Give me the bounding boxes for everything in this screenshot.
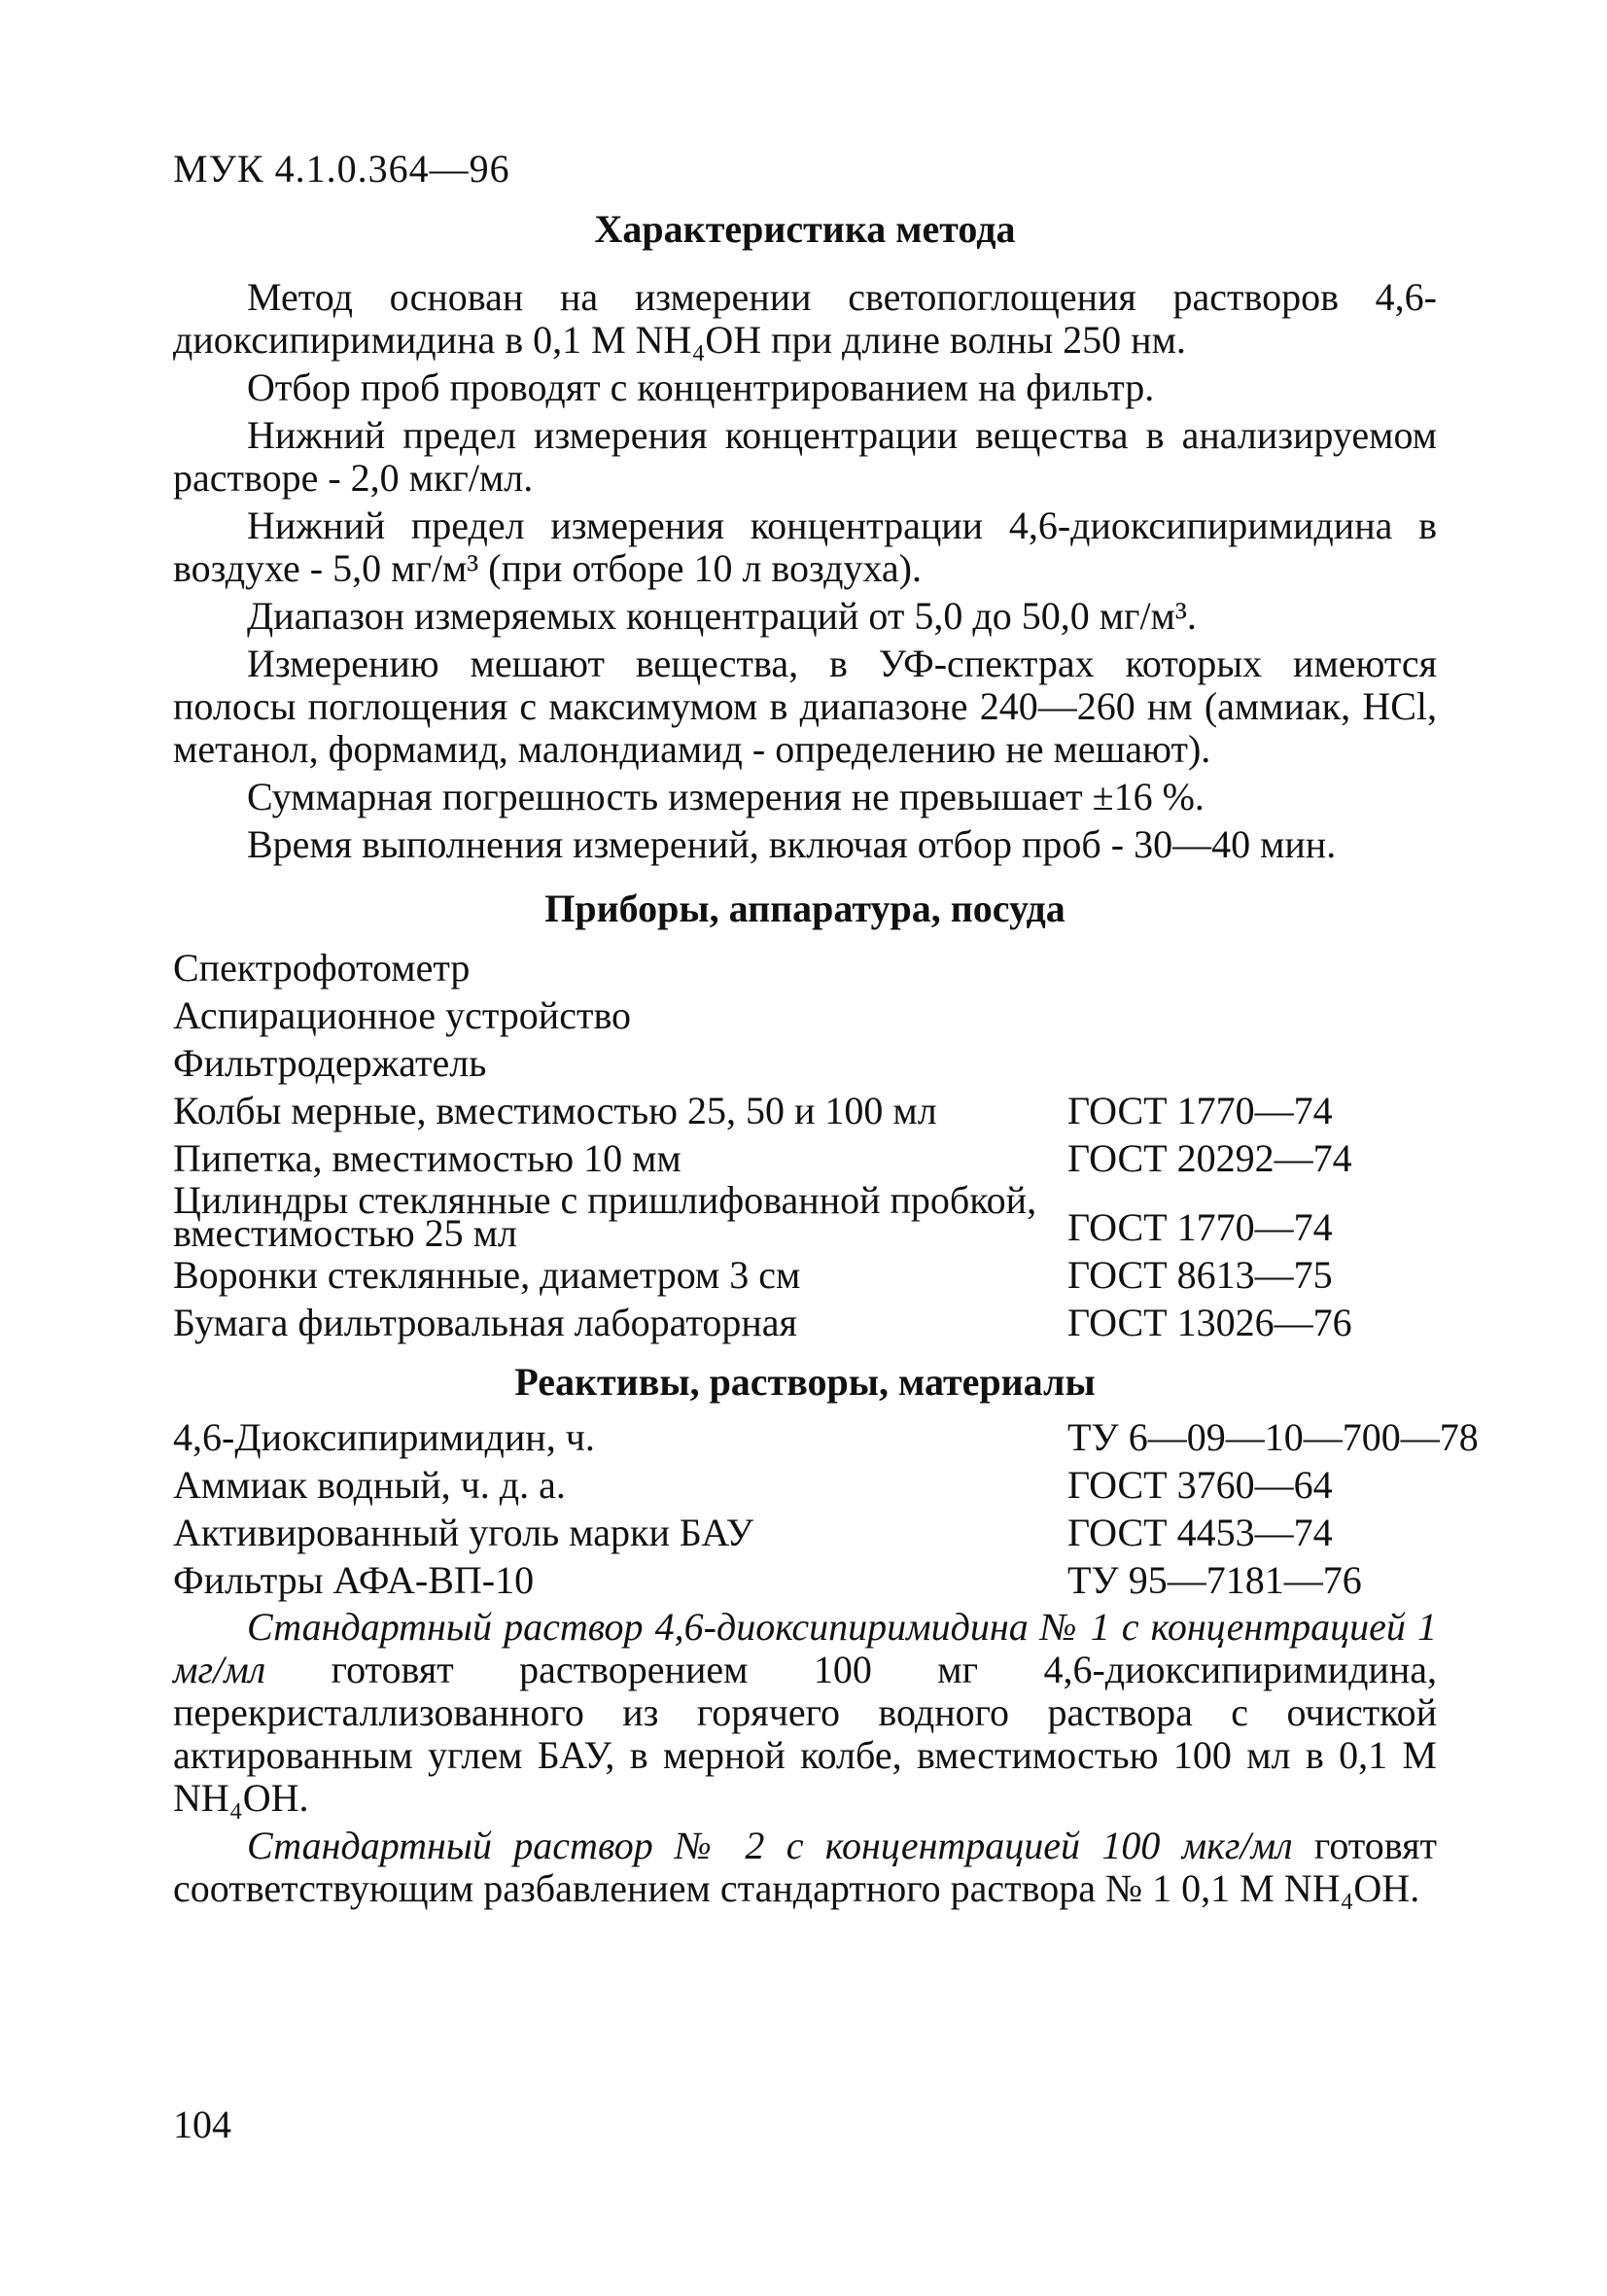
reagent-name: Фильтры АФА-ВП-10 xyxy=(173,1558,535,1602)
equipment-standard: ГОСТ 13026—76 xyxy=(1067,1301,1352,1344)
reagent-item xyxy=(173,1511,1437,1555)
equipment-section-title: Приборы, аппаратура, посуда xyxy=(544,887,1066,930)
reagent-name: Активированный уголь марки БАУ xyxy=(173,1511,754,1554)
equipment-name: Фильтродержатель xyxy=(173,1041,487,1085)
equipment-name: Пипетка, вместимостью 10 мм xyxy=(173,1136,681,1180)
method-paragraph: Суммарная погрешность измерения не превышает ±16 %. xyxy=(247,775,1205,818)
equipment-name: Колбы мерные, вместимостью 25, 50 и 100 мл xyxy=(173,1089,937,1132)
equipment-name: Воронки стеклянные, диаметром 3 см xyxy=(173,1253,801,1297)
method-paragraph: Нижний предел измерения концентрации вещества в анализируемом растворе - 2,0 мкг/мл. xyxy=(173,413,1437,500)
standard-solution-2-text: готовят соответствующим разбавлением стандартного раствора № 1 0,1 М NH₄OH. xyxy=(173,1824,1437,1910)
standard-solution-2-paragraph xyxy=(173,1825,1437,1910)
reagent-standard: ТУ 95—7181—76 xyxy=(1067,1558,1362,1602)
document-code: МУК 4.1.0.364—96 xyxy=(173,147,510,191)
method-paragraph: Отбор проб проводят с концентрированием на фильтр. xyxy=(247,365,1155,409)
method-paragraph: Время выполнения измерений, включая отбор проб - 30—40 мин. xyxy=(247,822,1337,866)
standard-solution-1-paragraph xyxy=(173,1606,1437,1820)
method-paragraph: Измерению мешают вещества, в УФ-спектрах которых имеются полосы поглощения с максимумом в диапазоне 240—260 нм (аммиак, HCl, метанол, формамид, малондиамид - определению не мешают). xyxy=(173,642,1437,771)
reagent-item xyxy=(173,1558,1437,1603)
reagent-standard: ТУ 6—09—10—700—78 xyxy=(1067,1415,1479,1459)
reagent-item xyxy=(173,1415,1479,1460)
method-section-title: Характеристика метода xyxy=(594,207,1016,251)
reagent-name: Аммиак водный, ч. д. а. xyxy=(173,1463,566,1507)
reagents-list xyxy=(173,1415,1479,1603)
document-page xyxy=(173,146,1479,1915)
equipment-standard: ГОСТ 1770—74 xyxy=(1067,1205,1333,1249)
equipment-list xyxy=(173,946,1437,1345)
equipment-item xyxy=(173,993,1437,1038)
reagents-section-title: Реактивы, растворы, материалы xyxy=(514,1360,1096,1404)
equipment-standard: ГОСТ 8613—75 xyxy=(1067,1253,1333,1297)
reagent-item xyxy=(173,1463,1437,1508)
equipment-item xyxy=(173,1136,1437,1181)
equipment-standard: ГОСТ 20292—74 xyxy=(1067,1136,1352,1180)
equipment-item xyxy=(173,1301,1437,1345)
reagent-standard: ГОСТ 3760—64 xyxy=(1067,1463,1333,1507)
equipment-standard: ГОСТ 1770—74 xyxy=(1067,1089,1333,1132)
equipment-item xyxy=(173,1253,1437,1298)
method-paragraph: Метод основан на измерении светопоглощения растворов 4,6-диоксипиримидина в 0,1 М NH₄OH при длине волны 250 нм. xyxy=(173,275,1437,362)
method-section xyxy=(173,276,1437,866)
method-paragraph: Диапазон измеряемых концентраций от 5,0 до 50,0 мг/м³. xyxy=(247,594,1197,638)
equipment-item xyxy=(173,1089,1437,1133)
equipment-item xyxy=(173,1178,1437,1255)
equipment-name: Спектрофотометр xyxy=(173,946,471,990)
page-number: 104 xyxy=(173,2103,231,2146)
standard-solution-1-text: готовят растворением 100 мг 4,6-диоксипиримидина, перекристаллизованного из горячего водного раствора с очисткой актированным углем БАУ, в мерной колбе, вместимостью 100 мл в 0,1 М NH₄OH. xyxy=(173,1648,1437,1820)
equipment-name: Аспирационное устройство xyxy=(173,993,632,1037)
equipment-item xyxy=(173,946,1437,991)
reagent-name: 4,6-Диоксипиримидин, ч. xyxy=(173,1415,595,1459)
equipment-name: Бумага фильтровальная лабораторная xyxy=(173,1301,797,1344)
reagent-standard: ГОСТ 4453—74 xyxy=(1067,1511,1333,1554)
equipment-name: Цилиндры стеклянные с пришлифованной пробкой, вместимостью 25 мл xyxy=(173,1178,1037,1255)
standard-solution-2-title: Стандартный раствор № 2 с концентрацией 100 мкг/мл xyxy=(247,1824,1293,1867)
equipment-item xyxy=(173,1041,1437,1086)
standard-solution-1-title: Стандартный раствор 4,6-диоксипиримидина № 1 с концентрацией 1 мг/мл xyxy=(173,1605,1437,1691)
method-paragraph: Нижний предел измерения концентрации 4,6-диоксипиримидина в воздухе - 5,0 мг/м³ (при отборе 10 л воздуха). xyxy=(173,504,1437,590)
